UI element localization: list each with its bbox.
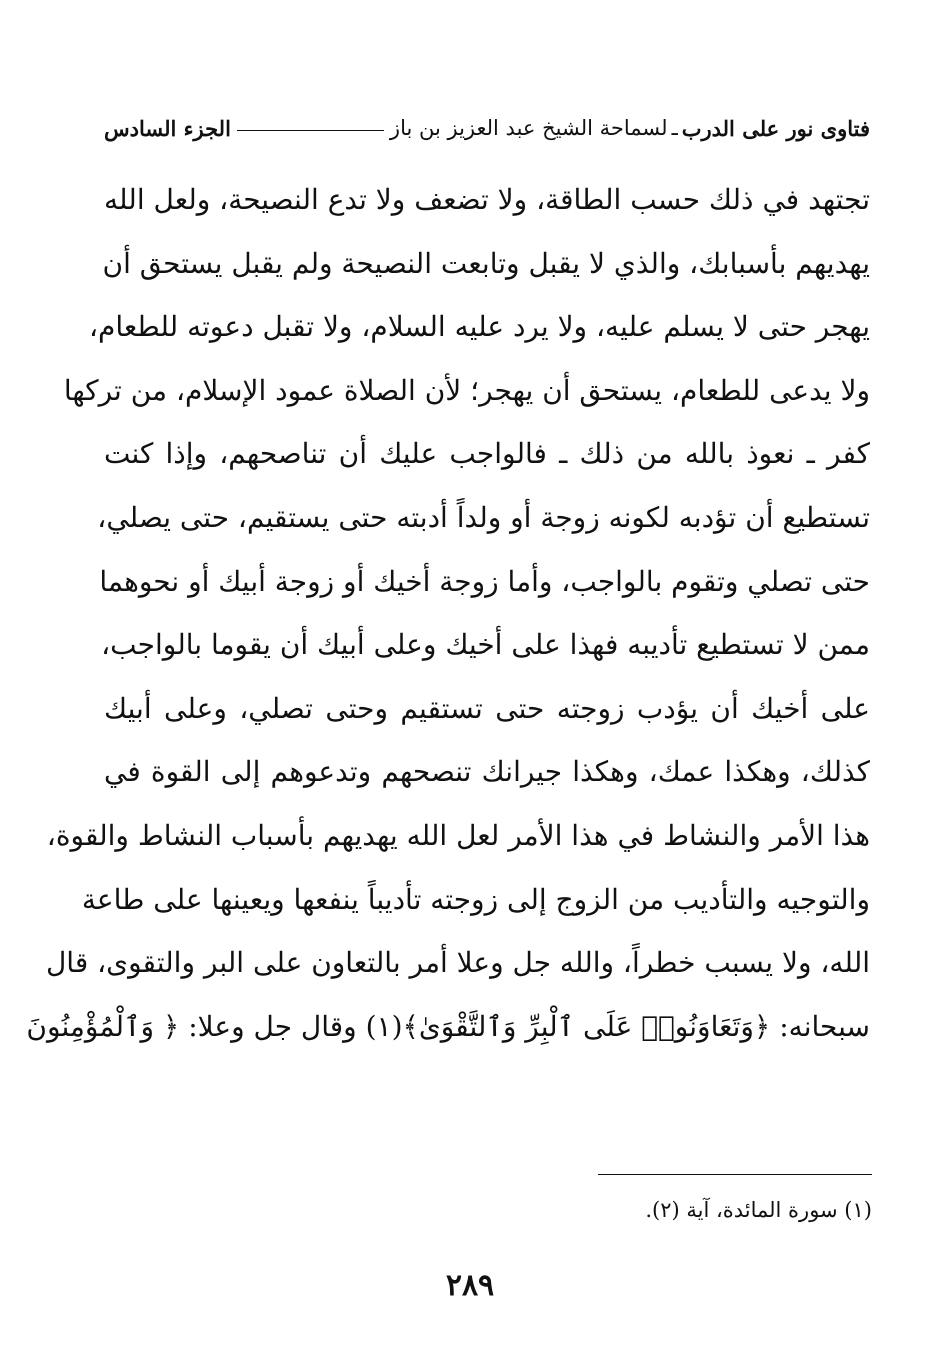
text-line: كفر ـ نعوذ بالله من ذلك ـ فالواجب عليك أن تناصحهم، وإذا كنت — [104, 437, 870, 471]
text-line: حتى تصلي وتقوم بالواجب، وأما زوجة أخيك أو زوجة أبيك أو نحوهما — [99, 564, 870, 598]
text-line: ممن لا تستطيع تأديبه فهذا على أخيك وعلى أبيك أن يقوما بالواجب، — [101, 628, 870, 662]
volume-part: الجزء السادس — [104, 115, 231, 141]
page-number: ٢٨٩ — [445, 1268, 495, 1303]
text-line: يهديهم بأسبابك، والذي لا يقبل وتابعت النصيحة ولم يقبل يستحق أن — [102, 246, 870, 280]
text-line: يهجر حتى لا يسلم عليه، ولا يرد عليه السلام، ولا تقبل دعوته للطعام، — [89, 310, 870, 344]
text-line: الله، ولا يسبب خطراً، والله جل وعلا أمر بالتعاون على البر والتقوى، قال — [45, 946, 870, 980]
header-separator: ـ — [671, 116, 678, 140]
text-line: تجتهد في ذلك حسب الطاقة، ولا تضعف ولا تدع النصيحة، ولعل الله — [104, 183, 870, 216]
text-line: كذلك، وهكذا عمك، وهكذا جيرانك تنصحهم وتدعوهم إلى القوة في — [104, 755, 870, 789]
book-title: فتاوى نور على الدرب — [681, 115, 870, 141]
text-line: هذا الأمر والنشاط في هذا الأمر لعل الله يهديهم بأسباب النشاط والقوة، — [46, 818, 870, 852]
footnote-rule — [598, 1174, 872, 1175]
body-text — [26, 168, 870, 1058]
author-credit: لسماحة الشيخ عبد العزيز بن باز — [389, 116, 668, 140]
footnote: (١) سورة المائدة، آية (٢). — [645, 1198, 872, 1222]
text-line: تستطيع أن تؤدبه لكونه زوجة أو ولداً أدبته حتى يستقيم، حتى يصلي، — [97, 500, 870, 534]
text-line: سبحانه: ﴿وَتَعَاوَنُوا۟ عَلَى ٱلْبِرِّ وَٱلتَّقْوَىٰ﴾(١) وقال جل وعلا: ﴿ وَٱلْمُؤْمِنُونَ — [26, 1009, 870, 1043]
text-line: والتوجيه والتأديب من الزوج إلى زوجته تأديباً ينفعها ويعينها على طاعة — [81, 882, 870, 916]
text-line: على أخيك أن يؤدب زوجته حتى تستقيم وحتى تصلي، وعلى أبيك — [104, 691, 870, 725]
running-header — [104, 108, 870, 148]
header-rule — [237, 130, 384, 131]
text-line: ولا يدعى للطعام، يستحق أن يهجر؛ لأن الصلاة عمود الإسلام، من تركها — [63, 373, 870, 407]
